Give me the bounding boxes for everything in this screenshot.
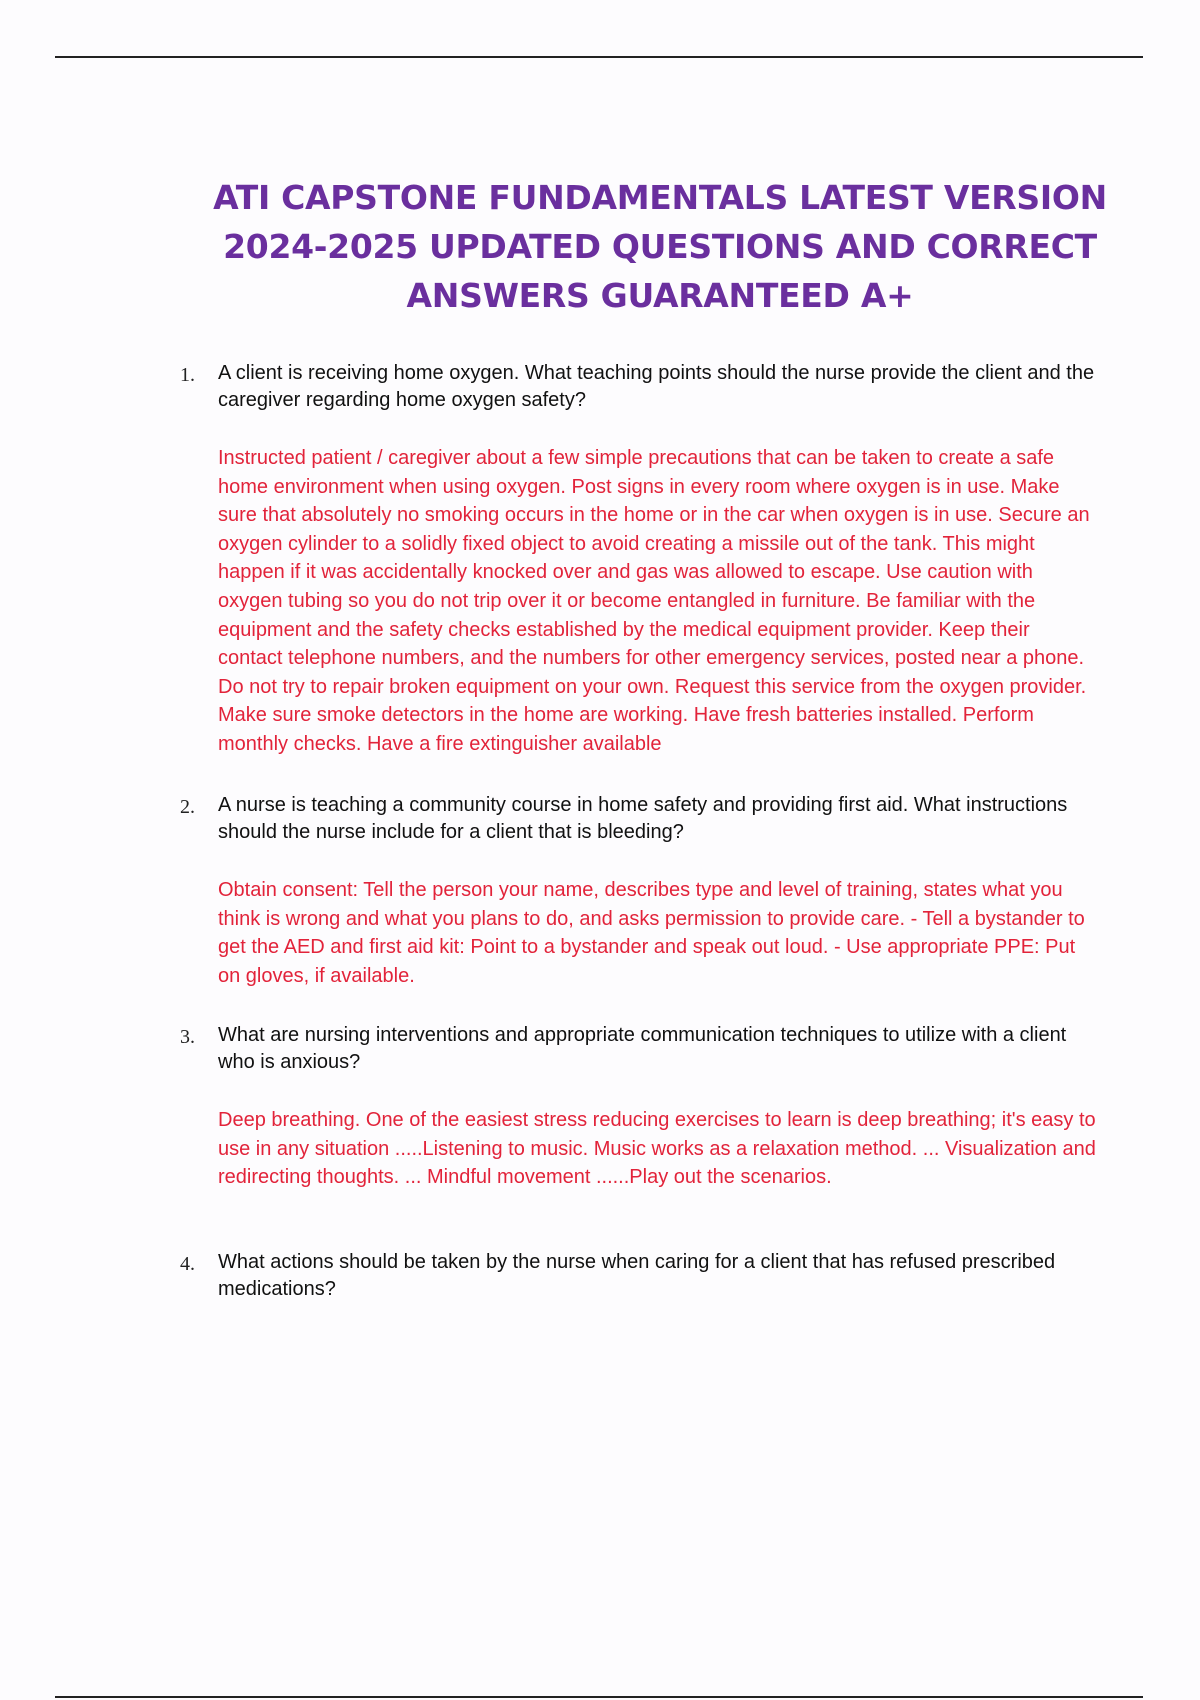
bottom-rule xyxy=(55,1696,1143,1698)
answer-text: Obtain consent: Tell the person your name, describes type and level of training, states what you think is wrong and what you plans to do, and asks permission to provide care. - Tell a bystander to get the AED and first aid kit: Point to a bystander and speak out loud. - Use appropriate PPE: Put on gloves, if available. xyxy=(218,879,1085,987)
question-text: What are nursing interventions and appropriate communication techniques to utilize with a client who is anxious? xyxy=(218,1024,1067,1073)
question-text: A client is receiving home oxygen. What teaching points should the nurse provide the client and the caregiver regarding home oxygen safety? xyxy=(218,362,1095,411)
question-text: A nurse is teaching a community course in home safety and providing first aid. What instructions should the nurse include for a client that is bleeding? xyxy=(218,794,1068,843)
document-title: ATI CAPSTONE FUNDAMENTALS LATEST VERSION 2024-2025 UPDATED QUESTIONS AND CORRECT ANSWERS GUARANTEED A+ xyxy=(213,178,1107,315)
question-text: What actions should be taken by the nurse when caring for a client that has refused prescribed medications? xyxy=(218,1251,1056,1300)
answer-text: Instructed patient / caregiver about a few simple precautions that can be taken to create a safe home environment when using oxygen. Post signs in every room where oxygen is in use. Make sure that absolutely no smoking occurs in the home or in the car when oxygen is in use. Secure an oxygen cylinder to a solidly fixed object to avoid creating a missile out of the tank. This might happen if it was accidentally knocked over and gas was allowed to escape. Use caution with oxygen tubing so you do not trip over it or become entangled in furniture. Be familiar with the equipment and the safety checks established by the medical equipment provider. Keep their contact telephone numbers, and the numbers for other emergency services, posted near a phone. Do not try to repair broken equipment on your own. Request this service from the oxygen provider. Make sure smoke detectors in the home are working. Have fresh batteries installed. Perform monthly checks. Have a fire extinguisher available xyxy=(218,447,1090,755)
answer-text: Deep breathing. One of the easiest stress reducing exercises to learn is deep breathing; it's easy to use in any situation .....Listening to music. Music works as a relaxation method. ... Visualization and redirecting thoughts. ... Mindful movement ......Play out the scenarios. xyxy=(218,1109,1096,1189)
question-number: 4. xyxy=(180,1253,195,1275)
top-rule xyxy=(55,56,1143,58)
question-number: 3. xyxy=(180,1026,195,1048)
question-number: 1. xyxy=(180,364,195,386)
question-number: 2. xyxy=(180,796,195,818)
